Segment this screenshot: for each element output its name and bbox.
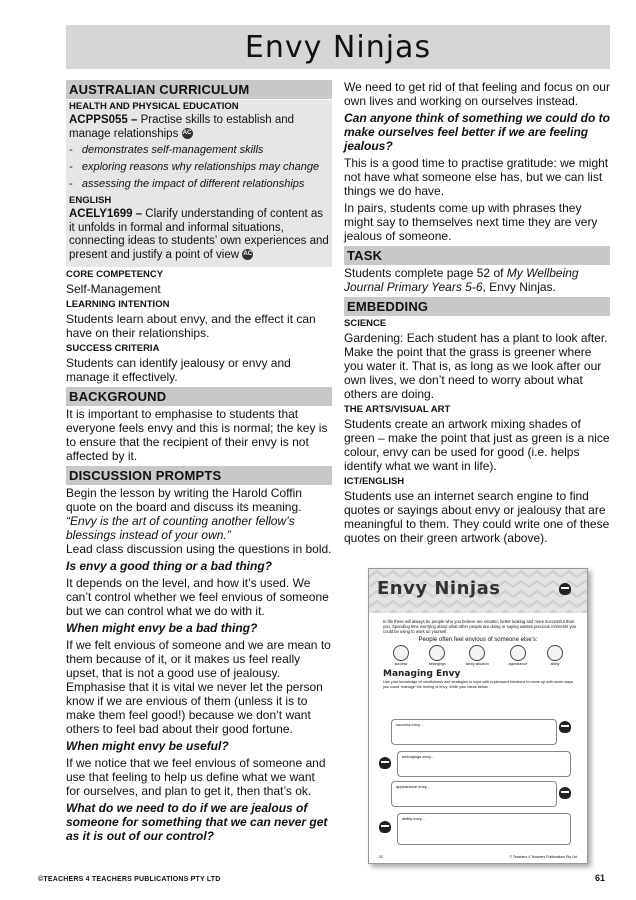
write-box: appearance envy...	[391, 781, 557, 807]
task-text: Students complete page 52 of My Wellbeing Journal Primary Years 5-6, Envy Ninjas.	[344, 266, 579, 294]
thumbnail-footer	[379, 855, 577, 859]
ninja-icon	[559, 583, 571, 595]
science-text: Gardening: Each student has a plant to look after. Make the point that the grass is greener where you water it. That is, as long as we look after our own lives, we don’t need to worry about what others are doing.	[344, 331, 608, 401]
acely-paragraph	[69, 208, 329, 262]
question: When might envy be useful?	[66, 739, 229, 753]
thumbnail-header	[369, 569, 587, 613]
acely-text: Clarify understanding of content as it unfolds in formal and informal situations, connecting ideas to students’ own experiences and present and justify a point of view	[69, 208, 329, 261]
curriculum-heading: AUSTRALIAN CURRICULUM	[66, 80, 332, 99]
question: Is envy a good thing or a bad thing?	[66, 559, 273, 573]
thumbnail-managing-heading: Managing Envy	[383, 669, 461, 679]
worksheet-thumbnail	[368, 568, 588, 864]
acpps-code: ACPPS055 –	[69, 114, 138, 126]
answer: We need to get rid of that feeling and focus on our own lives and working on ourselves instead.	[344, 80, 610, 108]
core-heading: CORE COMPETENCY	[66, 269, 164, 280]
page-number: 61	[595, 873, 606, 883]
footer-copyright: ©TEACHERS 4 TEACHERS PUBLICATIONS PTY LTD	[38, 876, 221, 883]
book-title: My Wellbeing Journal Primary Years 5-6	[344, 266, 579, 294]
acpps-paragraph	[69, 114, 329, 141]
success-icon: success	[393, 645, 409, 666]
belongings-icon: belongings	[429, 645, 446, 666]
bullet-item: - exploring reasons why relationships may change	[69, 161, 320, 173]
learning-text: Students learn about envy, and the effect it can have on their relationships.	[66, 312, 316, 340]
appearance-icon: appearance	[509, 645, 528, 666]
discussion-lead: Lead class discussion using the questions in bold.	[66, 542, 332, 556]
hpe-heading: HEALTH AND PHYSICAL EDUCATION	[66, 100, 332, 113]
discussion-intro: Begin the lesson by writing the Harold Coffin quote on the board and discuss its meaning.	[66, 486, 302, 514]
write-box: success envy...	[391, 719, 557, 745]
ninja-icon	[559, 721, 571, 733]
bullet-item: - demonstrates self-management skills	[69, 144, 264, 156]
ninja-icon	[379, 757, 391, 769]
acely-code: ACELY1699 –	[69, 208, 143, 220]
left-column	[66, 80, 332, 846]
ninja-icon	[559, 787, 571, 799]
curriculum-block	[66, 113, 332, 267]
thumbnail-icon-row	[383, 645, 573, 666]
answer: If we felt envious of someone and we are mean to them because of it, or it makes us feel really upset, that is not a good use of jealousy. Emphasise that it is vital we never let the person know if we are envious of them (unless it is to make them feel good!) because we don’t want others to feel bad about their good fortune.	[66, 638, 331, 736]
core-text: Self-Management	[66, 282, 161, 296]
question: When might envy be a bad thing?	[66, 621, 258, 635]
write-box: ability envy...	[397, 813, 571, 845]
discussion-heading: DISCUSSION PROMPTS	[66, 466, 332, 485]
ninja-icon	[379, 821, 391, 833]
answer: If we notice that we feel envious of someone and use that feeling to help us define what we want for ourselves, and plan to get it, then that’s ok.	[66, 756, 326, 798]
task-heading: TASK	[344, 246, 610, 265]
arts-heading: THE ARTS/VISUAL ART	[344, 404, 451, 415]
success-text: Students can identify jealousy or envy and manage it effectively.	[66, 356, 291, 384]
bullet-item: - assessing the impact of different relationships	[69, 178, 305, 190]
answer: It depends on the level, and how it’s used. We can’t control whether we feel envious of someone but we can control what we do with it.	[66, 576, 329, 618]
thumbnail-instructions: Use your knowledge of mindfulness and strategies to cope with unpleasant emotions to come up with some ways you could ‘manage’ the feeling of envy. Write your ideas below.	[383, 680, 573, 689]
thumbnail-copyright: © Teachers 4 Teachers Publications Pty Ltd	[509, 855, 577, 859]
background-heading: BACKGROUND	[66, 387, 332, 406]
thumbnail-intro: In life there will always be people who you believe are smarter, better looking and more successful than you. Spending time worrying about what other people are doing or saying wastes precious moments you could be using to work on yourself.	[383, 619, 577, 634]
thumbnail-title: Envy Ninjas	[377, 578, 501, 599]
answer: This is a good time to practise gratitude: we might not have what someone else has, but we can list things we do have.	[344, 156, 609, 198]
right-column	[344, 80, 610, 548]
english-heading: ENGLISH	[69, 195, 112, 206]
learning-heading: LEARNING INTENTION	[66, 299, 170, 310]
success-heading: SUCCESS CRITERIA	[66, 343, 160, 354]
embedding-heading: EMBEDDING	[344, 297, 610, 316]
answer: In pairs, students come up with phrases they might say to themselves next time they are very jealous of someone.	[344, 201, 598, 243]
title-bar	[66, 25, 610, 69]
question: Can anyone think of something we could do to make ourselves feel better if we are feeling jealous?	[344, 111, 611, 153]
discussion-quote: “Envy is the art of counting another fellow’s blessings instead of your own.”	[66, 514, 295, 542]
question: What do we need to do if we are jealous of someone for something that we can never get as it is out of our control?	[66, 801, 328, 843]
ac-badge-icon: AC	[182, 128, 193, 139]
arts-text: Students create an artwork mixing shades of green – make the point that just as green is a nice colour, envy can be used for good (i.e. helps identify what we want in life).	[344, 417, 610, 473]
page-title: Envy Ninjas	[244, 29, 432, 65]
thumbnail-page-number: 52	[379, 855, 383, 859]
background-text: It is important to emphasise to students that everyone feels envy and this is normal; the key is to ensure that the recipient of their envy is not affected by it.	[66, 407, 328, 463]
ict-text: Students use an internet search engine to find quotes or sayings about envy or jealousy that are meaningful to them. They could write one of these quotes on their green artwork (above).	[344, 489, 610, 545]
write-box: belongings envy...	[397, 751, 571, 777]
ability-icon: ability	[547, 645, 563, 666]
thumbnail-people-label: People often feel envious of someone else’s:	[418, 637, 538, 643]
acpps-text: Practise skills to establish and manage relationships	[69, 114, 295, 140]
science-heading: SCIENCE	[344, 318, 387, 329]
family-icon: family situation	[466, 645, 489, 666]
ac-badge-icon: AC	[242, 249, 253, 260]
ict-heading: ICT/ENGLISH	[344, 476, 405, 487]
